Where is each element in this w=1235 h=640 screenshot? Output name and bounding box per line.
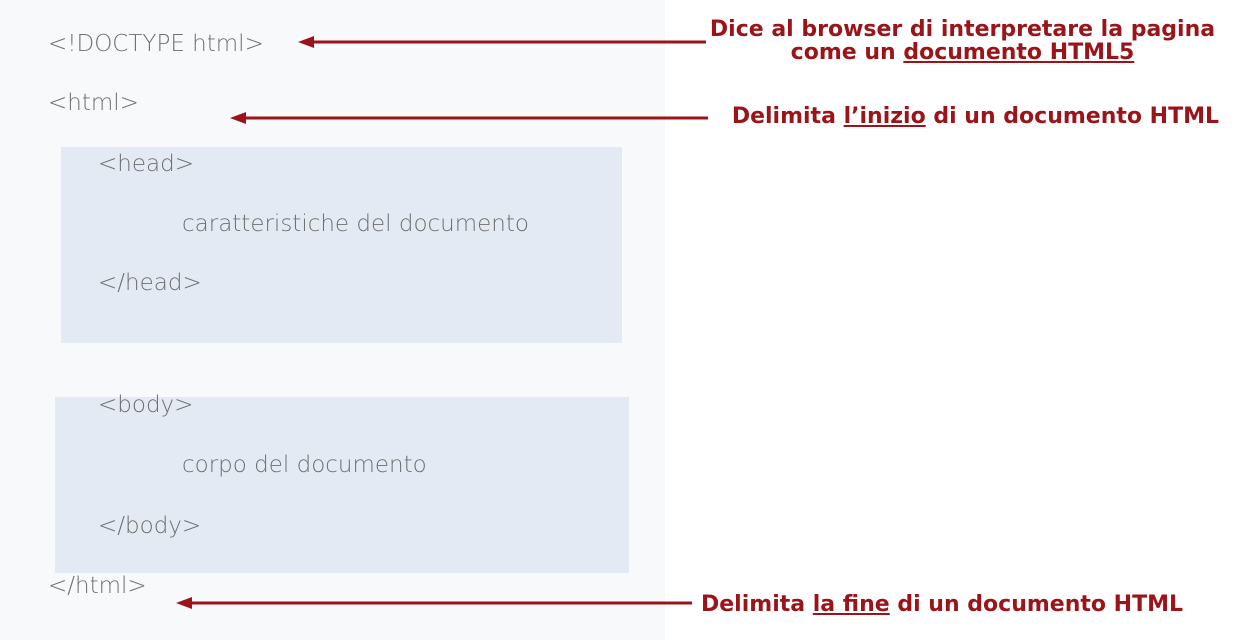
code-head-close: </head>	[98, 270, 202, 296]
code-html-open: <html>	[48, 90, 139, 116]
arrow-html-start	[230, 112, 708, 124]
code-body-close: </body>	[98, 513, 202, 539]
annotation-html-start	[732, 105, 1219, 128]
annotation-doctype-emphasis: documento HTML5	[903, 40, 1135, 66]
annotation-doctype-line2	[700, 41, 1225, 64]
code-html-close: </html>	[48, 573, 147, 599]
annotation-html-end-prefix: Delimita	[701, 592, 813, 617]
annotation-html-end-emphasis: la fine	[812, 592, 890, 617]
arrow-doctype	[298, 36, 706, 48]
annotation-html-end	[701, 593, 1183, 616]
annotation-html-start-suffix: di un documento HTML	[925, 104, 1219, 129]
annotation-html-start-prefix: Delimita	[731, 104, 844, 129]
annotation-html-start-emphasis: l’inizio	[843, 104, 926, 129]
annotation-doctype-prefix: come un	[790, 40, 904, 66]
annotation-doctype-line1: Dice al browser di interpretare la pagina	[709, 17, 1216, 42]
code-head-content: caratteristiche del documento	[182, 211, 529, 237]
code-head-open: <head>	[98, 151, 194, 177]
annotation-html-end-suffix: di un documento HTML	[889, 592, 1183, 617]
annotation-doctype	[700, 18, 1225, 64]
code-body-open: <body>	[98, 392, 194, 418]
arrow-html-end	[176, 597, 692, 609]
code-body-content: corpo del documento	[182, 452, 427, 478]
code-doctype: <!DOCTYPE html>	[48, 31, 264, 57]
